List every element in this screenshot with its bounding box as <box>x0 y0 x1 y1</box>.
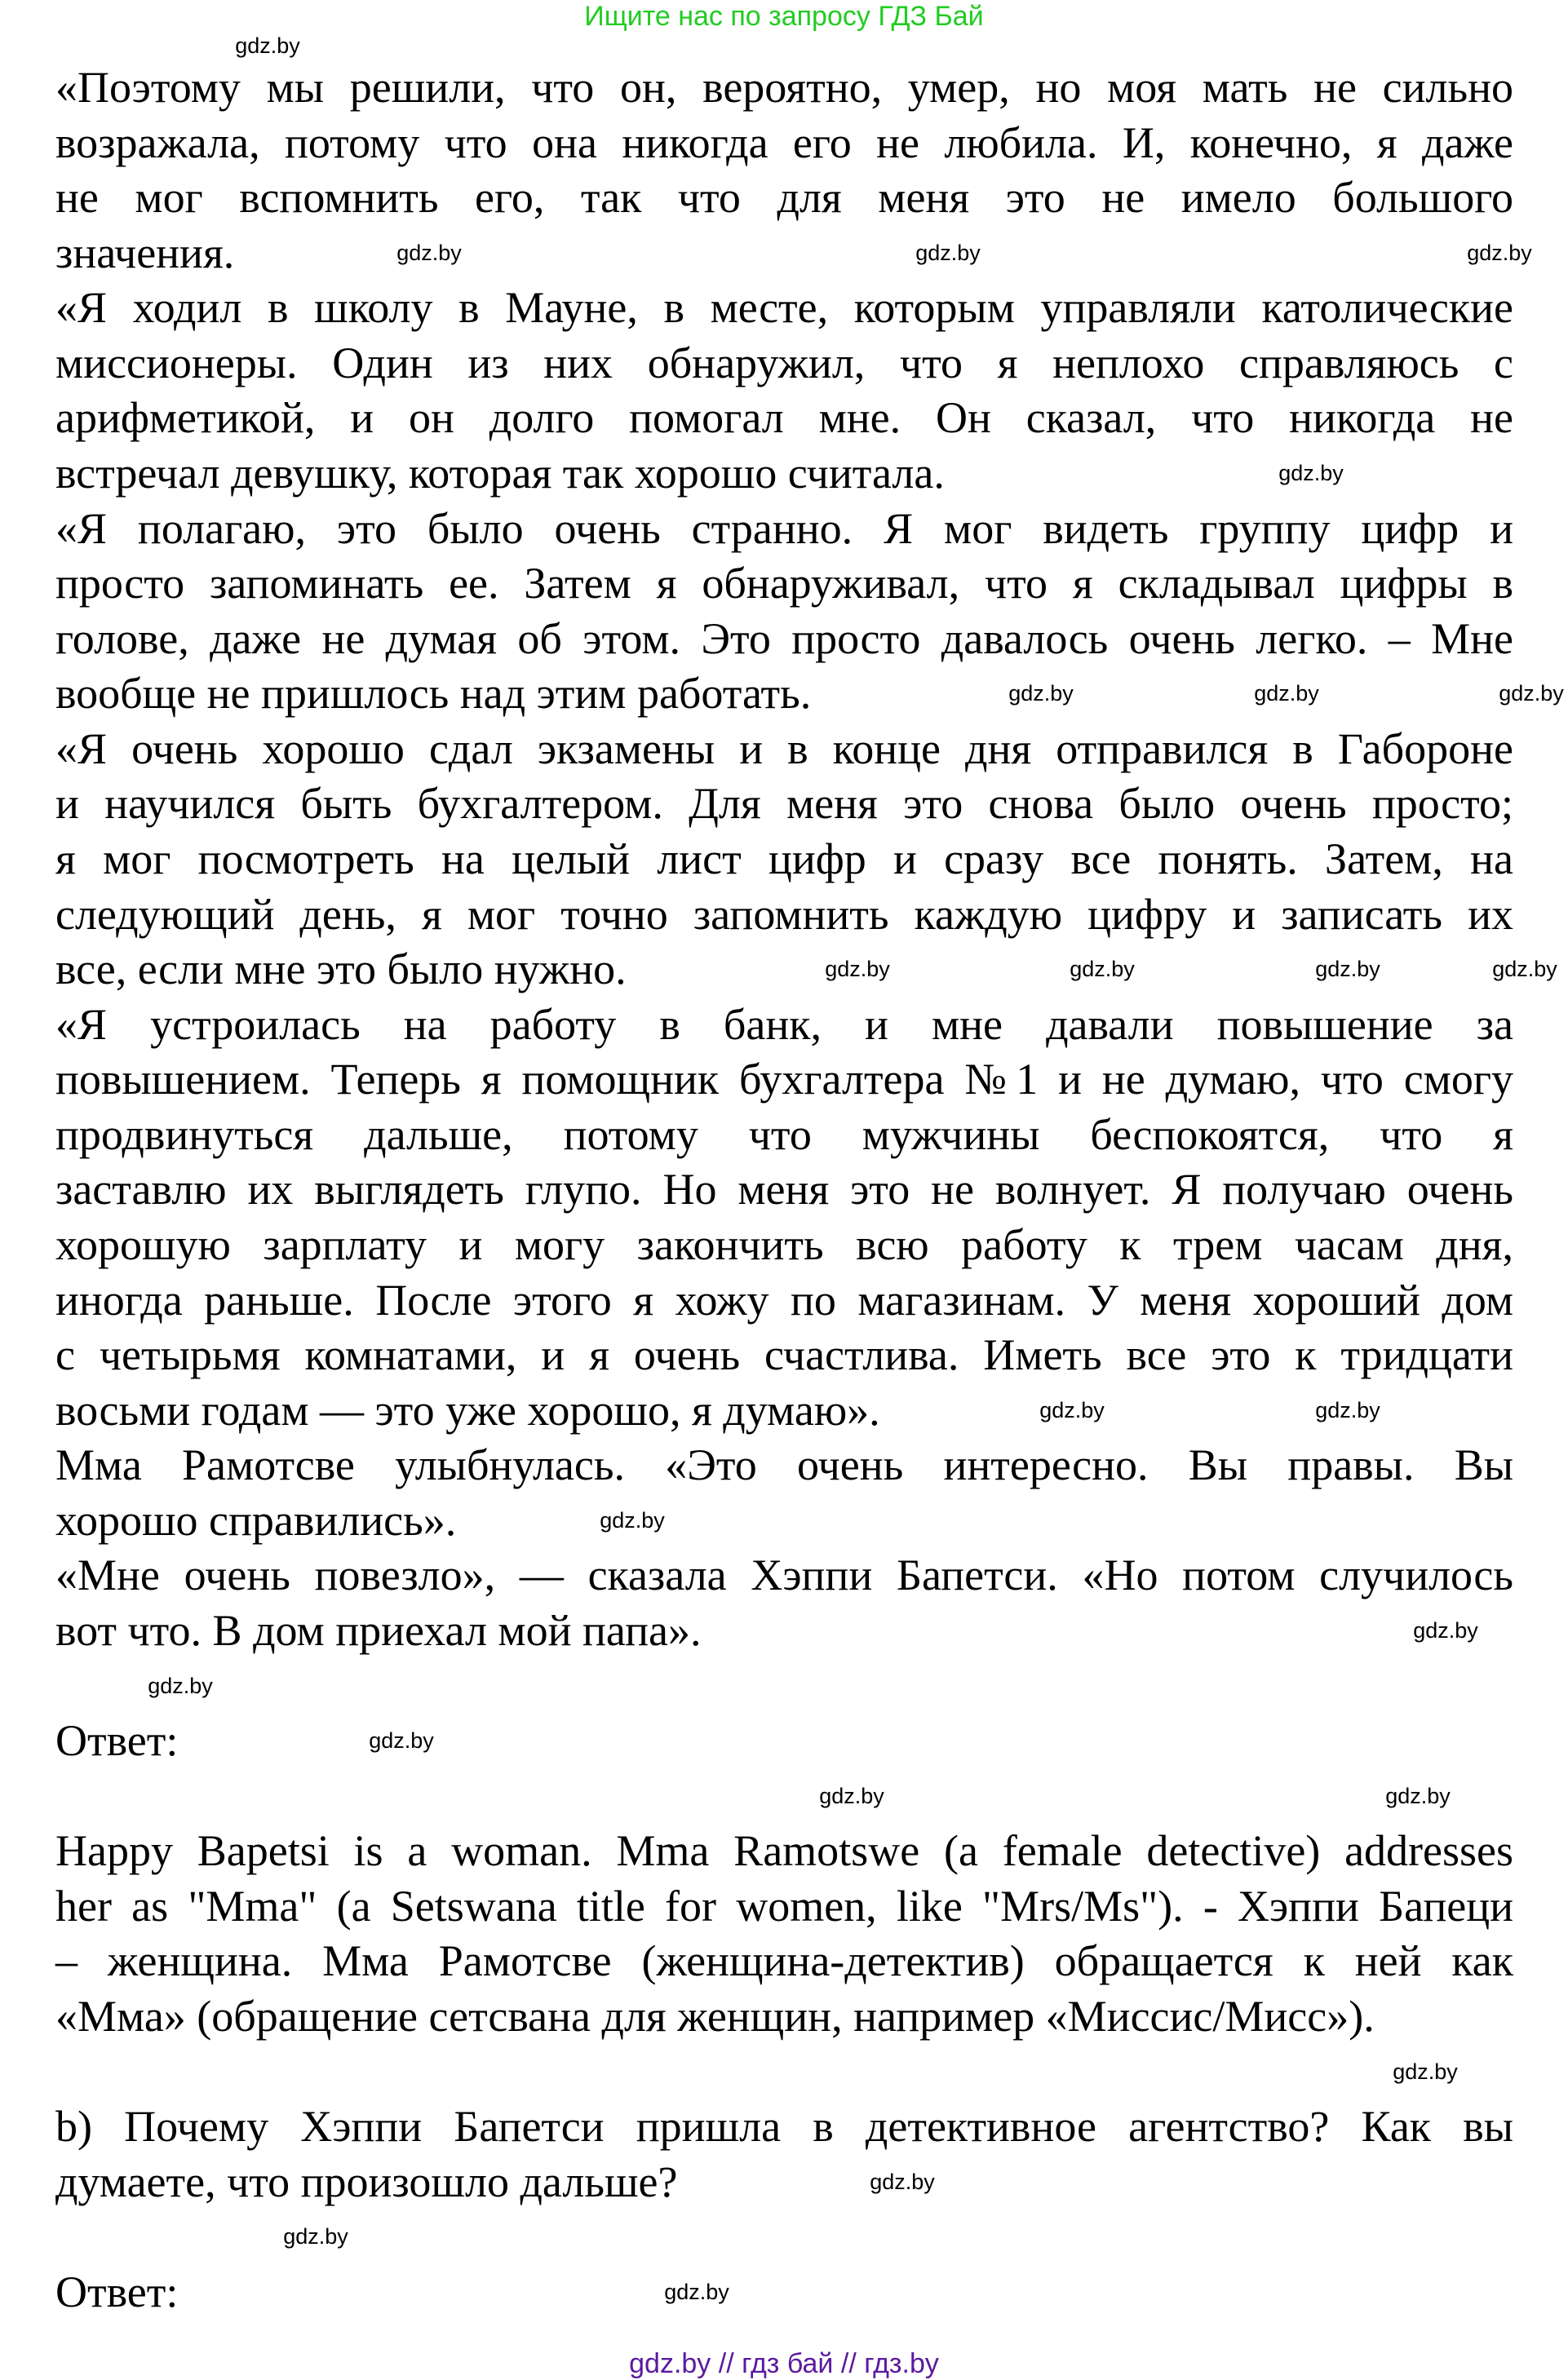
search-hint-header: Ищите нас по запросу ГДЗ Бай <box>584 1 984 32</box>
text-line: просто запоминать ее. Затем я обнаруживал, что я складывал цифры в <box>55 559 1513 608</box>
text-line: с четырьмя комнатами, и я очень счастлива. Иметь все это к тридцати <box>55 1330 1513 1379</box>
watermark: gdz.by <box>1467 241 1532 265</box>
watermark: gdz.by <box>870 2170 935 2194</box>
text-line: «Я полагаю, это было очень странно. Я мог видеть группу цифр и <box>55 504 1513 553</box>
text-line: her as "Mma" (a Setswana title for women, like "Mrs/Ms"). - Хэппи Бапеци <box>55 1882 1513 1931</box>
text-line: заставлю их выглядеть глупо. Но меня это не волнует. Я получаю очень <box>55 1165 1513 1214</box>
text-line: продвинуться дальше, потому что мужчины беспокоятся, что я <box>55 1110 1513 1159</box>
text-line: все, если мне это было нужно. <box>55 944 627 993</box>
text-line: хорошую зарплату и могу закончить всю работу к трем часам дня, <box>55 1220 1513 1269</box>
text-line: встречал девушку, которая так хорошо считала. <box>55 449 945 498</box>
watermark: gdz.by <box>1393 2059 1458 2084</box>
watermark: gdz.by <box>1385 1784 1451 1808</box>
watermark: gdz.by <box>369 1728 434 1753</box>
text-line: «Поэтому мы решили, что он, вероятно, умер, но моя мать не сильно <box>55 63 1513 112</box>
text-line: «Мне очень повезло», — сказала Хэппи Бапетси. «Но потом случилось <box>55 1551 1513 1599</box>
text-line: возражала, потому что она никогда его не любила. И, конечно, я даже <box>55 118 1513 167</box>
text-line: голове, даже не думая об этом. Это просто давалось очень легко. – Мне <box>55 614 1513 663</box>
watermark: gdz.by <box>1254 681 1319 706</box>
text-line: «Я устроилась на работу в банк, и мне давали повышение за <box>55 1000 1513 1049</box>
answer-label: Ответ: <box>55 1716 179 1765</box>
text-line: Happy Bapetsi is a woman. Mma Ramotswe (a female detective) addresses <box>55 1826 1513 1875</box>
text-line: значения. <box>55 228 235 277</box>
text-line: «Я ходил в школу в Мауне, в месте, которым управляли католические <box>55 283 1513 332</box>
footer-links: gdz.by // гдз бай // гдз.by <box>629 2348 939 2379</box>
watermark: gdz.by <box>1070 957 1135 981</box>
text-line: миссионеры. Один из них обнаружил, что я неплохо справляюсь с <box>55 338 1513 387</box>
watermark: gdz.by <box>283 2224 348 2249</box>
watermark: gdz.by <box>600 1508 665 1533</box>
watermark: gdz.by <box>664 2280 729 2304</box>
text-line: «Мма» (обращение сетсвана для женщин, например «Миссис/Мисс»). <box>55 1992 1375 2041</box>
text-line: – женщина. Мма Рамотсве (женщина-детектив) обращается к ней как <box>55 1936 1513 1985</box>
watermark: gdz.by <box>1315 957 1380 981</box>
text-line: я мог посмотреть на целый лист цифр и сразу все понять. Затем, на <box>55 834 1513 883</box>
text-line: восьми годам — это уже хорошо, я думаю». <box>55 1386 880 1435</box>
answer-label: Ответ: <box>55 2267 179 2316</box>
watermark: gdz.by <box>148 1674 213 1698</box>
text-line: вот что. В дом приехал мой папа». <box>55 1606 702 1655</box>
watermark: gdz.by <box>1492 957 1557 981</box>
watermark: gdz.by <box>1413 1618 1478 1643</box>
watermark: gdz.by <box>915 241 981 265</box>
watermark: gdz.by <box>1008 681 1074 706</box>
text-line: повышением. Теперь я помощник бухгалтера №1 и не думаю, что смогу <box>55 1055 1513 1104</box>
text-line: арифметикой, и он долго помогал мне. Он сказал, что никогда не <box>55 393 1513 442</box>
text-line: иногда раньше. После этого я хожу по магазинам. У меня хороший дом <box>55 1276 1513 1325</box>
watermark: gdz.by <box>1039 1398 1105 1422</box>
text-line: «Я очень хорошо сдал экзамены и в конце дня отправился в Габороне <box>55 724 1513 773</box>
watermark: gdz.by <box>1499 681 1564 706</box>
text-line: не мог вспомнить его, так что для меня это не имело большого <box>55 173 1513 222</box>
text-line: думаете, что произошло дальше? <box>55 2157 678 2206</box>
watermark: gdz.by <box>396 241 462 265</box>
watermark: gdz.by <box>1315 1398 1380 1422</box>
watermark: gdz.by <box>819 1784 884 1808</box>
text-line: вообще не пришлось над этим работать. <box>55 669 812 718</box>
text-line: хорошо справились». <box>55 1496 457 1545</box>
text-line: Мма Рамотсве улыбнулась. «Это очень интересно. Вы правы. Вы <box>55 1440 1513 1489</box>
watermark: gdz.by <box>825 957 890 981</box>
text-line: b) Почему Хэппи Бапетси пришла в детективное агентство? Как вы <box>55 2102 1513 2151</box>
text-line: следующий день, я мог точно запомнить каждую цифру и записать их <box>55 890 1513 939</box>
text-line: и научился быть бухгалтером. Для меня это снова было очень просто; <box>55 779 1513 828</box>
watermark: gdz.by <box>235 33 300 58</box>
watermark: gdz.by <box>1278 461 1344 485</box>
